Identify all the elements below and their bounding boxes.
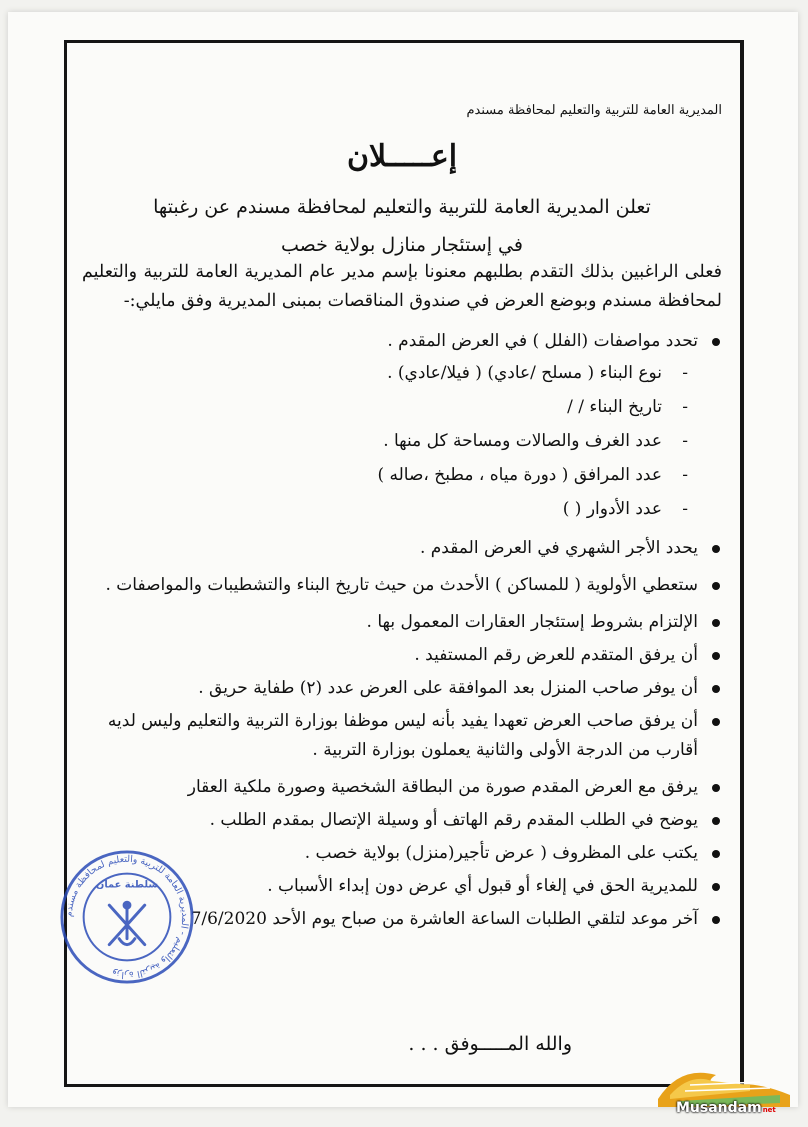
requirements-list: [82, 327, 722, 934]
sub-list-item: - نوع البناء ( مسلح /عادي) ( فيلا/عادي) .: [82, 356, 722, 390]
bullet-icon: [712, 652, 720, 660]
closing-line: والله المـــــوفق . . .: [408, 1033, 572, 1055]
list-item: يرفق مع العرض المقدم صورة من البطاقة الشخصية وصورة ملكية العقار: [82, 773, 722, 802]
dash-icon: -: [682, 431, 688, 451]
sub-list-item: - عدد المرافق ( دورة مياه ، مطبخ ،صاله ): [82, 458, 722, 492]
musandam-watermark-text: Musandamnet: [676, 1100, 776, 1116]
dash-icon: -: [682, 397, 688, 417]
bullet-icon: [712, 850, 720, 858]
bullet-icon: [712, 545, 720, 553]
instructions-paragraph: فعلى الراغبين بذلك التقدم بطلبهم معنونا بإسم مدير عام المديرية العامة للتربية والتعليم لمحافظة مسندم وبوضع العرض في صندوق المناقصات بمبنى المديرية وفق مايلي:-: [82, 262, 722, 311]
stamp-ring-text: وزارة التربية والتعليم - المديرية العامة للتربية والتعليم لمحافظة مسندم: [63, 853, 191, 981]
intro-line-1: تعلن المديرية العامة للتربية والتعليم لمحافظة مسندم عن رغبتها: [153, 196, 651, 218]
sub-list-item: - عدد الأدوار ( ): [82, 492, 722, 526]
stamp-top-text: سلطنة عمان: [95, 879, 159, 891]
list-item: آخر موعد لتلقي الطلبات الساعة العاشرة من صباح يوم الأحد 7/6/2020: [82, 905, 722, 934]
org-header: المديرية العامة للتربية والتعليم لمحافظة مسندم: [466, 103, 722, 118]
bullet-icon: [712, 784, 720, 792]
dash-icon: -: [682, 499, 688, 519]
bullet-icon: [712, 883, 720, 891]
bullet-icon: [712, 817, 720, 825]
list-item: يحدد الأجر الشهري في العرض المقدم .: [82, 534, 722, 563]
dash-icon: -: [682, 363, 688, 383]
sub-list-item: - تاريخ البناء / /: [82, 390, 722, 424]
bullet-icon: [712, 582, 720, 590]
bullet-icon: [712, 685, 720, 693]
announcement-title: إعـــــلان: [346, 139, 458, 174]
list-item: الإلتزام بشروط إستئجار العقارات المعمول بها .: [82, 608, 722, 637]
list-item: تحدد مواصفات (الفلل ) في العرض المقدم .: [82, 327, 722, 356]
bullet-icon: [712, 338, 720, 346]
bullet-icon: [712, 718, 720, 726]
ministry-stamp: [58, 848, 196, 986]
bullet-icon: [712, 619, 720, 627]
list-item: أن يرفق صاحب العرض تعهدا يفيد بأنه ليس موظفا بوزارة التربية والتعليم وليس لديه أقارب من الدرجة الأولى والثانية يعملون بوزارة التربية .: [82, 707, 722, 765]
list-item: ستعطي الأولوية ( للمساكن ) الأحدث من حيث تاريخ البناء والتشطيبات والمواصفات .: [82, 571, 722, 600]
list-item: أن يرفق المتقدم للعرض رقم المستفيد .: [82, 641, 722, 670]
list-item: أن يوفر صاحب المنزل بعد الموافقة على العرض عدد (٢) طفاية حريق .: [82, 674, 722, 703]
list-item: للمديرية الحق في إلغاء أو قبول أي عرض دون إبداء الأسباب .: [82, 872, 722, 901]
intro-text: [102, 188, 702, 264]
list-item: يكتب على المظروف ( عرض تأجير(منزل) بولاية خصب .: [82, 839, 722, 868]
bullet-icon: [712, 916, 720, 924]
khanjar-emblem-icon: [109, 902, 144, 944]
intro-line-2: في إستئجار منازل بولاية خصب: [281, 234, 523, 256]
sub-list-item: - عدد الغرف والصالات ومساحة كل منها .: [82, 424, 722, 458]
list-item: يوضح في الطلب المقدم رقم الهاتف أو وسيلة الإتصال بمقدم الطلب .: [82, 806, 722, 835]
dash-icon: -: [682, 465, 688, 485]
